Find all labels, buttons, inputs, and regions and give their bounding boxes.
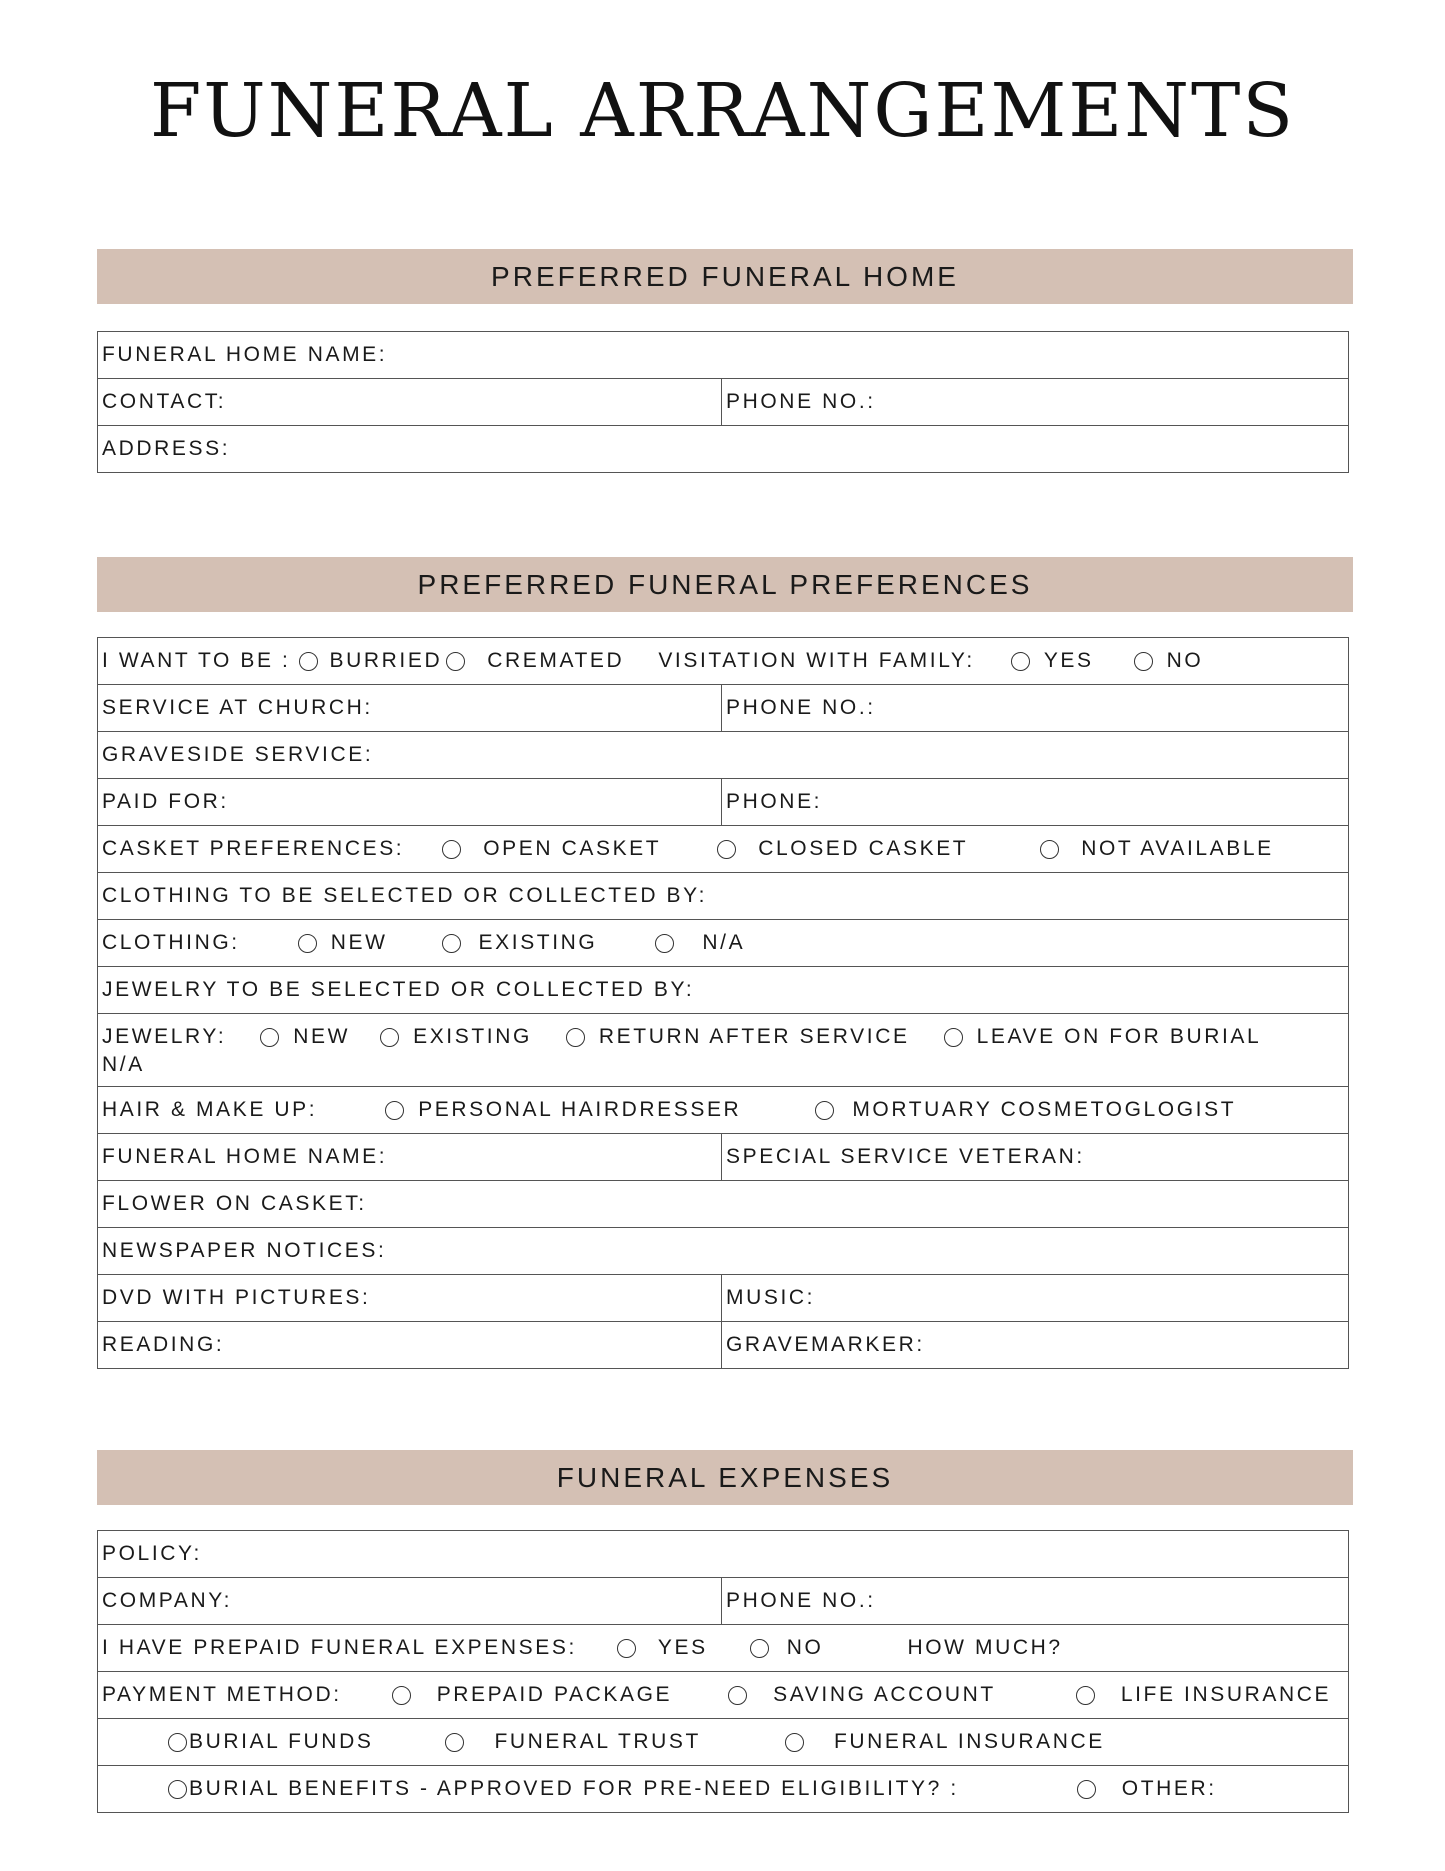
cremated-radio[interactable]	[446, 652, 465, 671]
table-row	[98, 967, 1349, 1014]
table-row	[98, 1087, 1349, 1134]
field-label: I WANT TO BE :	[102, 649, 291, 672]
field-label: READING:	[102, 1333, 225, 1356]
table-row	[98, 1531, 1349, 1578]
field-label: GRAVESIDE SERVICE:	[102, 743, 374, 766]
field-label: PHONE NO.:	[726, 1589, 876, 1612]
clothing-na-radio[interactable]	[655, 934, 674, 953]
option-label: N/A	[102, 1053, 145, 1076]
phone-field[interactable]	[722, 379, 1349, 426]
reading-field[interactable]	[98, 1322, 722, 1369]
table-row	[98, 1672, 1349, 1719]
field-label: CLOTHING:	[102, 931, 240, 954]
casket-preferences-row	[98, 826, 1349, 873]
funeral-home-name-field[interactable]	[98, 332, 1349, 379]
field-label: PHONE NO.:	[726, 696, 876, 719]
page-title: FUNERAL ARRANGEMENTS	[149, 68, 1296, 154]
option-label: EXISTING	[478, 931, 598, 954]
how-much-label: HOW MUCH?	[907, 1636, 1063, 1659]
option-label: MORTUARY COSMETOGLOGIST	[852, 1098, 1237, 1121]
jewelry-leave-on-radio[interactable]	[944, 1028, 963, 1047]
jewelry-return-radio[interactable]	[566, 1028, 585, 1047]
option-label: PERSONAL HAIRDRESSER	[418, 1098, 742, 1121]
field-label: SERVICE AT CHURCH:	[102, 696, 373, 719]
church-phone-field[interactable]	[722, 685, 1349, 732]
table-row	[98, 379, 1349, 426]
payment-method-row-3	[98, 1766, 1349, 1813]
section-heading-funeral-preferences: PREFERRED FUNERAL PREFERENCES	[97, 557, 1353, 612]
prefs-funeral-home-name-field[interactable]	[98, 1134, 722, 1181]
saving-account-radio[interactable]	[728, 1686, 747, 1705]
not-available-radio[interactable]	[1040, 840, 1059, 859]
open-casket-radio[interactable]	[442, 840, 461, 859]
option-label: NO	[1166, 649, 1204, 672]
option-label: NO	[786, 1636, 824, 1659]
field-label: CASKET PREFERENCES:	[102, 837, 405, 860]
field-label: NEWSPAPER NOTICES:	[102, 1239, 387, 1262]
option-label: YES	[657, 1636, 708, 1659]
option-label: NEW	[293, 1025, 351, 1048]
table-row	[98, 920, 1349, 967]
table-row	[98, 685, 1349, 732]
table-row	[98, 1275, 1349, 1322]
table-row	[98, 1719, 1349, 1766]
option-label: PREPAID PACKAGE	[436, 1683, 673, 1706]
jewelry-selected-by-field[interactable]	[98, 967, 1349, 1014]
option-label: FUNERAL TRUST	[494, 1730, 701, 1753]
jewelry-existing-radio[interactable]	[380, 1028, 399, 1047]
field-label: COMPANY:	[102, 1589, 233, 1612]
option-label: BURIAL BENEFITS - APPROVED FOR PRE-NEED ELIGIBILITY? :	[189, 1777, 959, 1800]
option-label: CREMATED	[487, 649, 625, 672]
burried-radio[interactable]	[299, 652, 318, 671]
option-label: NOT AVAILABLE	[1081, 837, 1274, 860]
field-label: FUNERAL HOME NAME:	[102, 1145, 388, 1168]
field-label: PHONE:	[726, 790, 823, 813]
prepaid-expenses-row	[98, 1625, 1349, 1672]
clothing-existing-radio[interactable]	[442, 934, 461, 953]
option-label: BURRIED	[329, 649, 443, 672]
funeral-trust-radio[interactable]	[445, 1733, 464, 1752]
field-label: I HAVE PREPAID FUNERAL EXPENSES:	[102, 1636, 577, 1659]
table-row	[98, 332, 1349, 379]
paid-phone-field[interactable]	[722, 779, 1349, 826]
field-label: MUSIC:	[726, 1286, 816, 1309]
field-label: FUNERAL HOME NAME:	[102, 343, 388, 366]
music-field[interactable]	[722, 1275, 1349, 1322]
paid-for-field[interactable]	[98, 779, 722, 826]
field-label: DVD WITH PICTURES:	[102, 1286, 371, 1309]
table-row	[98, 1625, 1349, 1672]
prepaid-no-radio[interactable]	[750, 1639, 769, 1658]
burial-benefits-radio[interactable]	[168, 1780, 187, 1799]
field-label: JEWELRY TO BE SELECTED OR COLLECTED BY:	[102, 978, 695, 1001]
field-label: PHONE NO.:	[726, 390, 876, 413]
closed-casket-radio[interactable]	[717, 840, 736, 859]
payment-method-row	[98, 1672, 1349, 1719]
prepaid-package-radio[interactable]	[392, 1686, 411, 1705]
policy-field[interactable]	[98, 1531, 1349, 1578]
option-label: N/A	[702, 931, 746, 954]
section-heading-funeral-expenses: FUNERAL EXPENSES	[97, 1450, 1353, 1505]
field-label: CLOTHING TO BE SELECTED OR COLLECTED BY:	[102, 884, 708, 907]
service-church-field[interactable]	[98, 685, 722, 732]
life-insurance-radio[interactable]	[1076, 1686, 1095, 1705]
payment-method-row-2	[98, 1719, 1349, 1766]
flower-on-casket-field[interactable]	[98, 1181, 1349, 1228]
option-label: SAVING ACCOUNT	[773, 1683, 996, 1706]
table-row	[98, 1181, 1349, 1228]
table-row	[98, 1014, 1349, 1087]
option-label: NEW	[330, 931, 388, 954]
table-row	[98, 1322, 1349, 1369]
option-label: YES	[1043, 649, 1094, 672]
address-field[interactable]	[98, 426, 1349, 473]
option-label: OTHER:	[1121, 1777, 1217, 1800]
table-row	[98, 1766, 1349, 1813]
special-service-veteran-field[interactable]	[722, 1134, 1349, 1181]
option-label: RETURN AFTER SERVICE	[598, 1025, 910, 1048]
dvd-pictures-field[interactable]	[98, 1275, 722, 1322]
field-label: PAYMENT METHOD:	[102, 1683, 342, 1706]
visitation-no-radio[interactable]	[1134, 652, 1153, 671]
visitation-yes-radio[interactable]	[1011, 652, 1030, 671]
table-row	[98, 873, 1349, 920]
table-row	[98, 1228, 1349, 1275]
clothing-row	[98, 920, 1349, 967]
table-row	[98, 426, 1349, 473]
field-label: PAID FOR:	[102, 790, 229, 813]
other-radio[interactable]	[1077, 1780, 1096, 1799]
burial-funds-radio[interactable]	[168, 1733, 187, 1752]
option-label: LIFE INSURANCE	[1120, 1683, 1332, 1706]
field-label: VISITATION WITH FAMILY:	[658, 649, 975, 672]
company-phone-field[interactable]	[722, 1578, 1349, 1625]
field-label: SPECIAL SERVICE VETERAN:	[726, 1145, 1085, 1168]
hair-makeup-row	[98, 1087, 1349, 1134]
mortuary-cosmetologist-radio[interactable]	[815, 1101, 834, 1120]
field-label: POLICY:	[102, 1542, 202, 1565]
jewelry-new-radio[interactable]	[260, 1028, 279, 1047]
clothing-selected-by-field[interactable]	[98, 873, 1349, 920]
field-label: FLOWER ON CASKET:	[102, 1192, 367, 1215]
option-label: LEAVE ON FOR BURIAL	[976, 1025, 1262, 1048]
option-label: EXISTING	[413, 1025, 532, 1048]
section-heading-funeral-home: PREFERRED FUNERAL HOME	[97, 249, 1353, 304]
contact-field[interactable]	[98, 379, 722, 426]
graveside-service-field[interactable]	[98, 732, 1349, 779]
table-row	[98, 826, 1349, 873]
table-row	[98, 638, 1349, 685]
funeral-preferences-table	[97, 637, 1349, 1369]
table-row	[98, 779, 1349, 826]
funeral-home-table	[97, 331, 1349, 473]
field-label: GRAVEMARKER:	[726, 1333, 925, 1356]
company-field[interactable]	[98, 1578, 722, 1625]
disposition-row	[98, 638, 1349, 685]
option-label: BURIAL FUNDS	[189, 1730, 374, 1753]
prepaid-yes-radio[interactable]	[617, 1639, 636, 1658]
personal-hairdresser-radio[interactable]	[385, 1101, 404, 1120]
field-label: ADDRESS:	[102, 437, 231, 460]
jewelry-row	[98, 1014, 1349, 1087]
clothing-new-radio[interactable]	[298, 934, 317, 953]
field-label: HAIR & MAKE UP:	[102, 1098, 318, 1121]
option-label: FUNERAL INSURANCE	[833, 1730, 1105, 1753]
newspaper-notices-field[interactable]	[98, 1228, 1349, 1275]
option-label: OPEN CASKET	[483, 837, 662, 860]
funeral-insurance-radio[interactable]	[785, 1733, 804, 1752]
table-row	[98, 1578, 1349, 1625]
funeral-expenses-table	[97, 1530, 1349, 1813]
field-label: JEWELRY:	[102, 1025, 227, 1048]
gravemarker-field[interactable]	[722, 1322, 1349, 1369]
table-row	[98, 732, 1349, 779]
field-label: CONTACT:	[102, 390, 227, 413]
table-row	[98, 1134, 1349, 1181]
option-label: CLOSED CASKET	[758, 837, 969, 860]
